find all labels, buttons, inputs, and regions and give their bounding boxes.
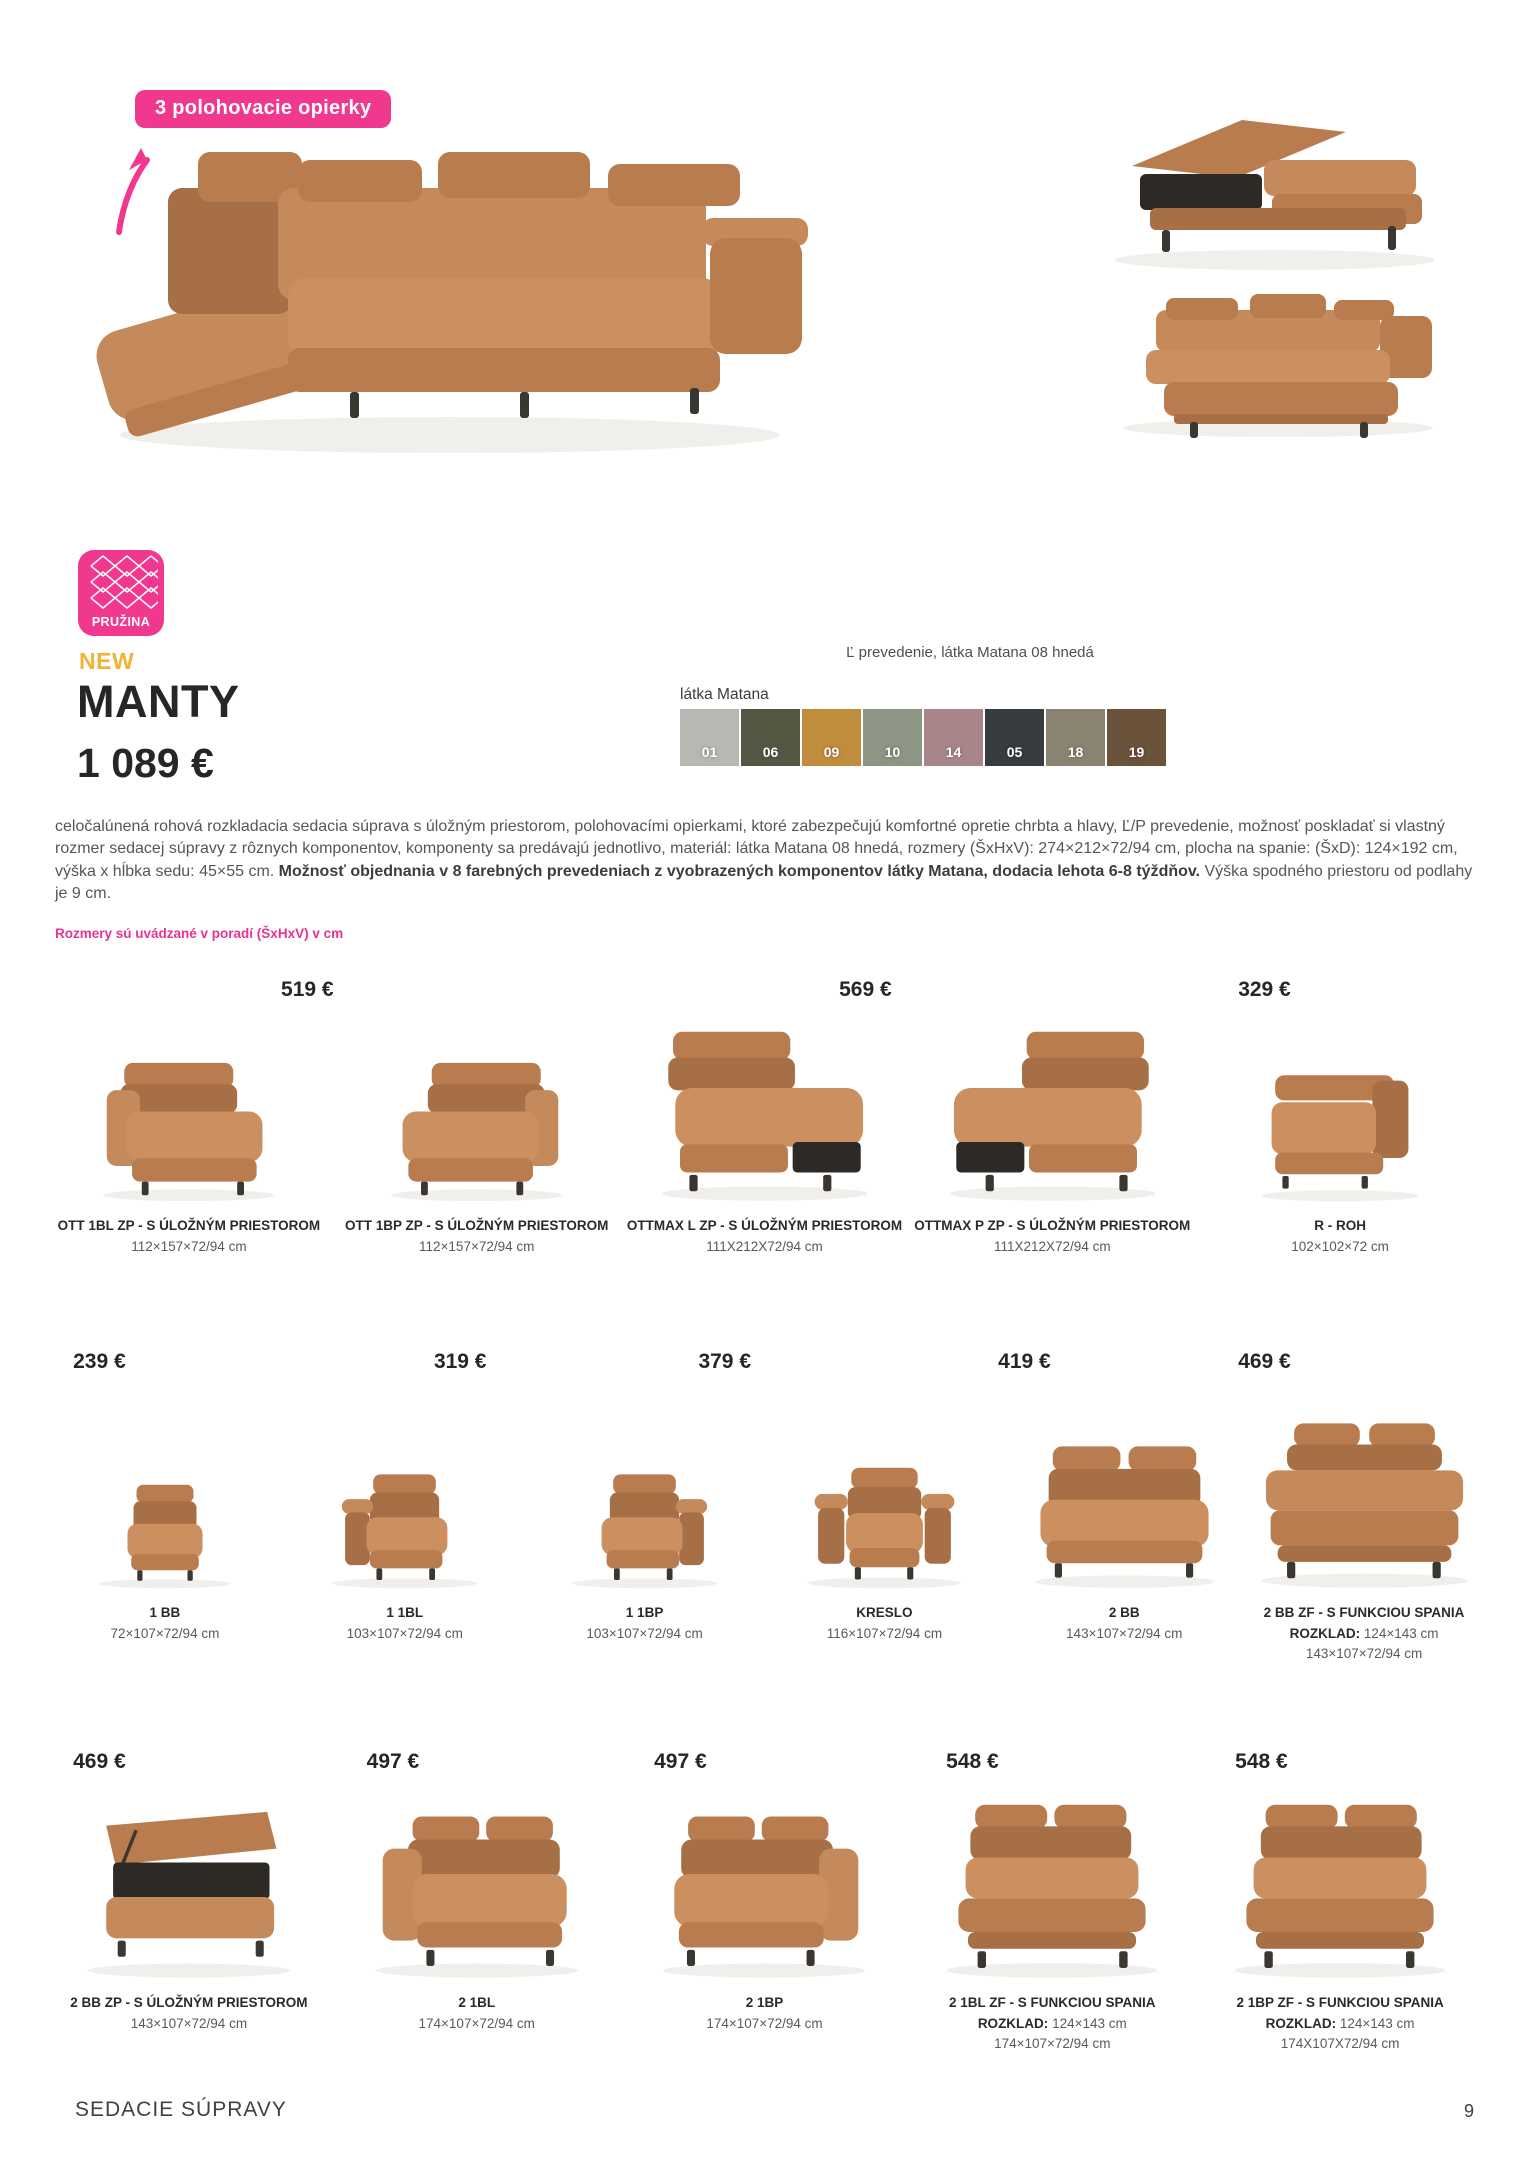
product-name: 2 BB ZF - S FUNKCIOU SPANIA [1263, 1605, 1465, 1620]
swatch-code: 09 [823, 744, 840, 760]
price-tag: 519 € [281, 978, 334, 1001]
product-dims: 143×107×72/94 cm [130, 2015, 248, 2031]
hero-sofa-photo [50, 70, 860, 470]
product-cell [333, 1023, 621, 1257]
product-dims: 174×107×72/94 cm [706, 2015, 823, 2031]
product-name: 2 1BP [745, 1995, 784, 2010]
swatch-code: 01 [701, 744, 718, 760]
product-cell [621, 1023, 909, 1257]
product-image [1220, 1800, 1460, 1980]
product-dims: 174×107×72/94 cm [418, 2015, 535, 2031]
product-image-box [379, 1023, 574, 1203]
swatch-row [680, 709, 1166, 766]
sofa-unfolded-photo [1090, 100, 1460, 280]
price-tag: 469 € [1238, 1350, 1291, 1373]
product-name: OTT 1BP ZP - S ÚLOŽNÝM PRIESTOROM [345, 1218, 609, 1233]
price-tag: 469 € [73, 1750, 126, 1773]
product-image-box [1220, 1795, 1460, 1980]
product-image-box [90, 1395, 240, 1590]
product-cell [1004, 1395, 1244, 1664]
product-image [74, 1807, 304, 1980]
product-dims: 143×107×72/94 cm [1066, 1625, 1183, 1641]
description: celočalúnená rohová rozkladacia sedacia súprava s úložným priestorom, polohovacími opierkami, ktoré zabezpečujú komfortné opretie chrbta a hlavy, Ľ/P prevedenie, možnosť poskladať si vlastný rozmer sedacej súpravy z rôznych komponentov, komponenty sa predávajú jednotlivo, materiál: látka Matana 08 hnedá, rozmery (ŠxHxV): 274×212×72/94 cm, plocha na spanie: (ŠxD): 124×192 cm, výška x hĺbka sedu: 45×55 cm. Možnosť objednania v 8 farebných prevedeniach z vyobrazených komponentov látky Matana, dodacia lehota 6-8 týždňov. Výška spodného priestoru od podlahy je 9 cm. [55, 818, 1473, 903]
product-image-box [74, 1795, 304, 1980]
product-image [935, 1027, 1170, 1203]
product-dims: 116×107×72/94 cm [826, 1625, 943, 1641]
fabric-swatch-05 [985, 709, 1044, 766]
product-image [647, 1027, 882, 1203]
swatch-code: 18 [1067, 744, 1084, 760]
spring-icon [84, 555, 158, 611]
product-image-box [1022, 1395, 1227, 1590]
product-cell [525, 1395, 765, 1664]
price-tag: 548 € [946, 1750, 999, 1773]
product-image-box [649, 1795, 879, 1980]
product-dims: 103×107×72/94 cm [346, 1625, 463, 1641]
fabric-swatch-14 [924, 709, 983, 766]
swatch-code: 19 [1128, 744, 1145, 760]
product-cell [764, 1395, 1004, 1664]
product-name: 1 1BP [625, 1605, 664, 1620]
fabric-label: látka Matana [680, 686, 769, 703]
product-image [562, 1466, 727, 1590]
price-tag: 239 € [73, 1350, 126, 1373]
feature-badge [135, 90, 391, 128]
product-dims: ROZKLAD: 124×143 cm 143×107×72/94 cm [1289, 1625, 1439, 1661]
swatch-code: 10 [884, 744, 901, 760]
sofa-bed-photo [1098, 292, 1458, 442]
product-cells [45, 1395, 1484, 1664]
fabric-block [680, 686, 1166, 766]
price-tag: 548 € [1235, 1750, 1288, 1773]
product-cell [621, 1795, 909, 2054]
product-name: 1 1BL [386, 1605, 424, 1620]
new-label: NEW [79, 648, 135, 674]
product-cell [1196, 1795, 1484, 2054]
product-image-box [647, 1023, 882, 1203]
product-name: 2 BB ZP - S ÚLOŽNÝM PRIESTOROM [70, 1995, 308, 2010]
product-cell [285, 1395, 525, 1664]
product-cell [45, 1795, 333, 2054]
product-image [797, 1459, 972, 1590]
dimensions-note: Rozmery sú uvádzané v poradí (ŠxHxV) v cm [55, 926, 344, 941]
spring-badge [78, 550, 164, 636]
product-name: 1 BB [149, 1605, 181, 1620]
price-tag: 379 € [698, 1350, 752, 1373]
product-name: KRESLO [856, 1605, 913, 1620]
product-cell [45, 1023, 333, 1257]
product-name: 2 1BL [458, 1995, 496, 2010]
product-cells [45, 1023, 1484, 1257]
product-dims: ROZKLAD: 124×143 cm 174×107×72/94 cm [977, 2015, 1127, 2051]
product-cell [333, 1795, 621, 2054]
main-price: 1 089 € [77, 740, 214, 786]
product-dims: 112×157×72/94 cm [419, 1238, 535, 1254]
product-dims: 102×102×72 cm [1291, 1238, 1389, 1254]
price-tag: 319 € [433, 1350, 487, 1373]
product-image [932, 1800, 1172, 1980]
swatch-code: 14 [945, 744, 962, 760]
product-name: 2 1BL ZF - S FUNKCIOU SPANIA [949, 1995, 1156, 2010]
product-image [1022, 1436, 1227, 1590]
product-row-3 [0, 1740, 1529, 2080]
product-cell [1244, 1395, 1484, 1664]
product-image-box [935, 1023, 1170, 1203]
price-tag: 497 € [654, 1750, 707, 1773]
product-image [322, 1466, 487, 1590]
hero-caption: Ľ prevedenie, látka Matana 08 hnedá [846, 644, 1094, 661]
product-row-1 [0, 968, 1529, 1313]
product-cell [1196, 1023, 1484, 1257]
product-image [379, 1057, 574, 1203]
product-dims: ROZKLAD: 124×143 cm 174X107X72/94 cm [1265, 2015, 1415, 2051]
product-image [90, 1477, 240, 1590]
product-dims: 103×107×72/94 cm [586, 1625, 703, 1641]
swatch-code: 06 [762, 744, 779, 760]
fabric-swatch-06 [741, 709, 800, 766]
product-row-2 [0, 1340, 1529, 1715]
product-dims: 72×107×72/94 cm [110, 1625, 220, 1641]
product-cell [45, 1395, 285, 1664]
product-name: OTT 1BL ZP - S ÚLOŽNÝM PRIESTOROM [57, 1218, 321, 1233]
price-tag: 569 € [839, 978, 892, 1001]
swatch-code: 05 [1006, 744, 1023, 760]
product-image [362, 1807, 592, 1980]
product-name: 2 BB [1108, 1605, 1140, 1620]
fabric-swatch-18 [1046, 709, 1105, 766]
price-tag: 419 € [998, 1350, 1051, 1373]
product-dims: 111X212X72/94 cm [993, 1238, 1111, 1254]
product-cells [45, 1795, 1484, 2054]
product-image [1247, 1414, 1482, 1590]
product-image-box [562, 1395, 727, 1590]
price-tag: 497 € [366, 1750, 420, 1773]
fabric-swatch-01 [680, 709, 739, 766]
product-name: OTTMAX L ZP - S ÚLOŽNÝM PRIESTOROM [626, 1218, 903, 1233]
spring-badge-label: PRUŽINA [91, 615, 151, 629]
product-name: OTTMAX P ZP - S ÚLOŽNÝM PRIESTOROM [914, 1218, 1191, 1233]
product-image [1250, 1068, 1430, 1203]
product-image [91, 1057, 286, 1203]
footer-section-title: SEDACIE SÚPRAVY [75, 2098, 287, 2121]
product-image-box [932, 1795, 1172, 1980]
product-image-box [1250, 1023, 1430, 1203]
feature-badge-label: 3 polohovacie opierky [155, 97, 372, 119]
fabric-swatch-09 [802, 709, 861, 766]
product-image [649, 1807, 879, 1980]
page-number: 9 [1463, 2101, 1474, 2121]
product-cell [908, 1023, 1196, 1257]
product-cell [908, 1795, 1196, 2054]
price-tag: 329 € [1238, 978, 1291, 1001]
product-image-box [1247, 1395, 1482, 1590]
fabric-swatch-19 [1107, 709, 1166, 766]
product-image-box [362, 1795, 592, 1980]
product-image-box [797, 1395, 972, 1590]
fabric-swatch-10 [863, 709, 922, 766]
product-dims: 111X212X72/94 cm [706, 1238, 823, 1254]
product-image-box [322, 1395, 487, 1590]
arrow-icon [105, 136, 175, 236]
page-title: MANTY [77, 676, 240, 727]
product-dims: 112×157×72/94 cm [131, 1238, 247, 1254]
product-name: 2 1BP ZF - S FUNKCIOU SPANIA [1236, 1995, 1444, 2010]
product-image-box [91, 1023, 286, 1203]
product-name: R - ROH [1314, 1218, 1366, 1233]
